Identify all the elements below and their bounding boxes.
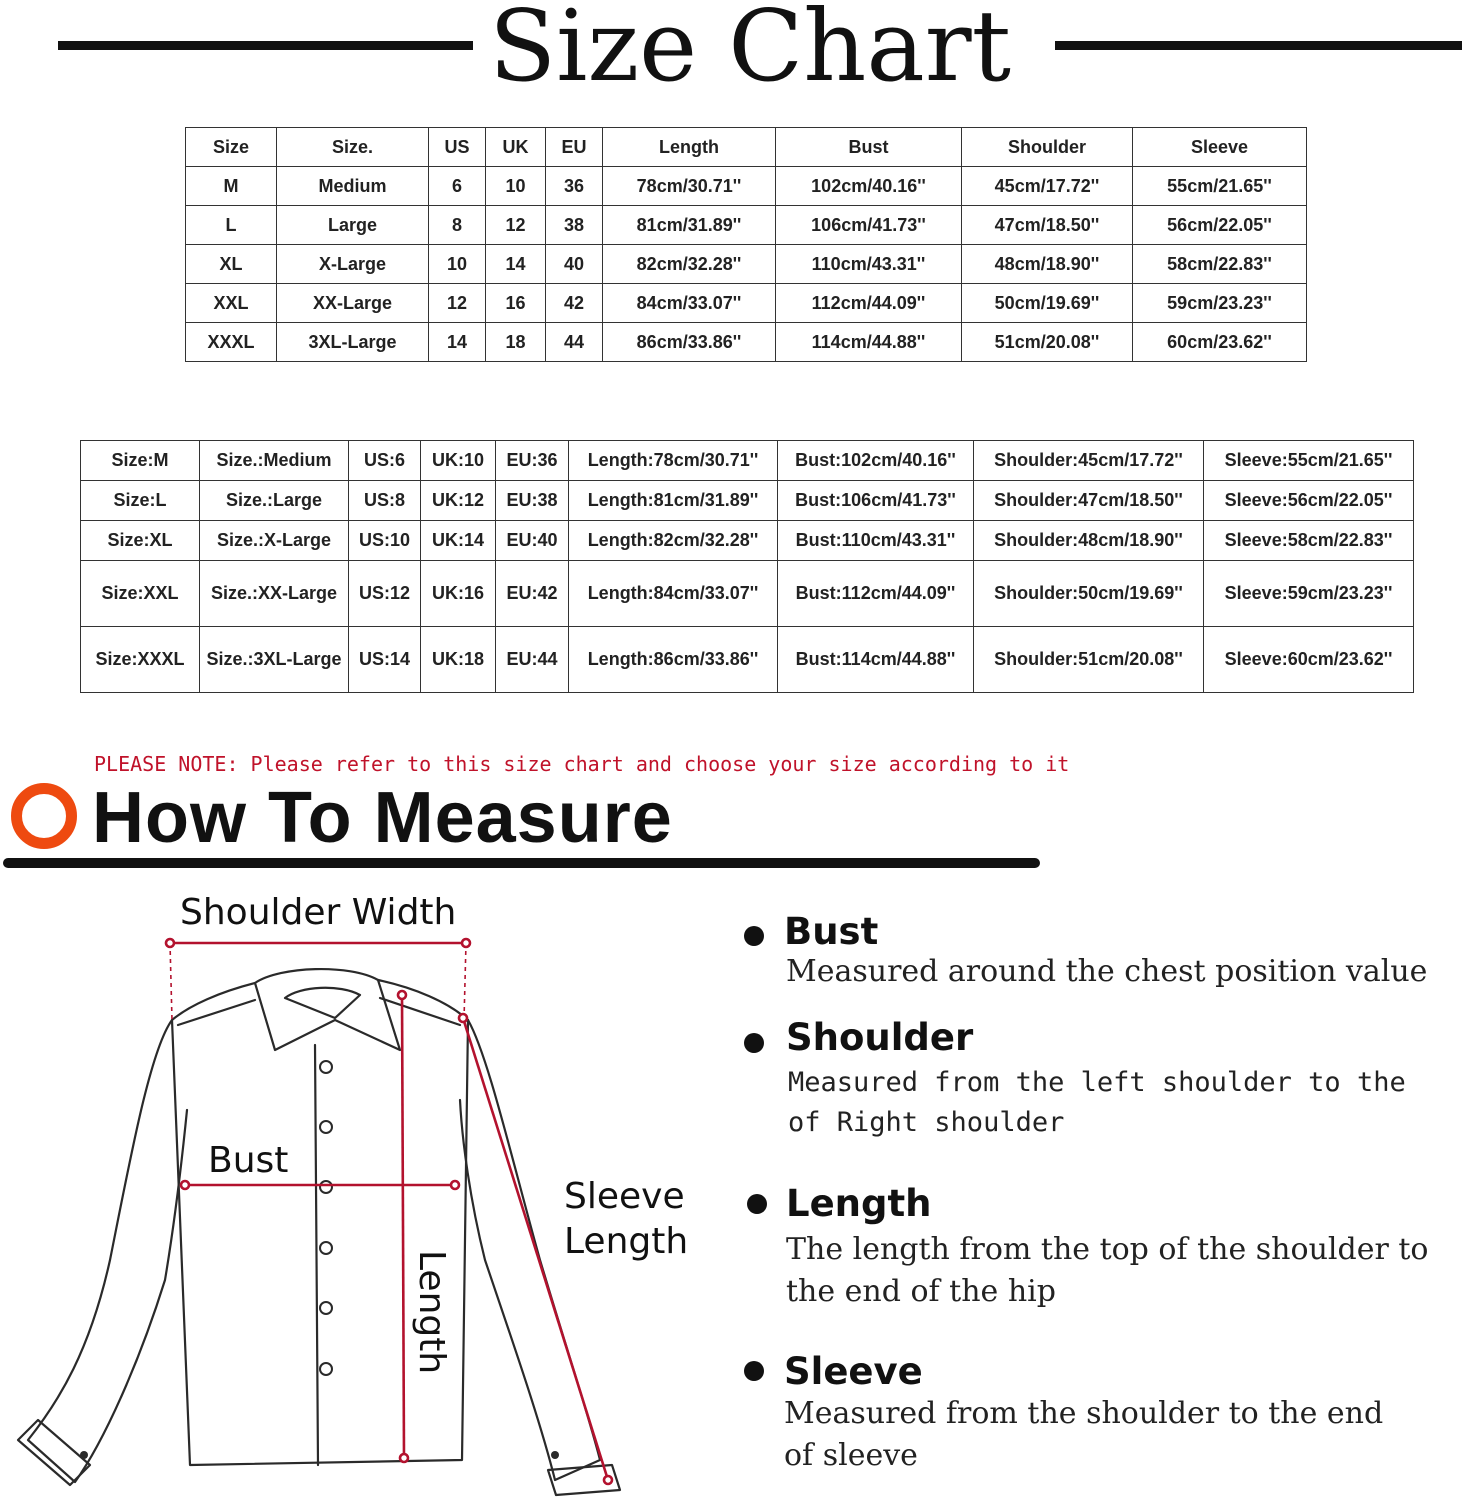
table-cell: Size:XXL <box>81 561 200 627</box>
ring-icon <box>11 783 77 849</box>
table-cell: UK:12 <box>421 481 496 521</box>
how-to-measure-title: How To Measure <box>92 778 673 858</box>
table-cell: 112cm/44.09'' <box>776 284 962 323</box>
table-cell: Size.:X-Large <box>200 521 349 561</box>
table-header-row <box>186 128 1307 167</box>
please-note: PLEASE NOTE: Please refer to this size chart and choose your size according to it <box>94 752 1070 776</box>
jacket-diagram <box>0 880 720 1500</box>
table-cell: L <box>186 206 277 245</box>
table-cell: 78cm/30.71'' <box>603 167 776 206</box>
bust-heading: Bust <box>784 910 879 953</box>
table-cell: Size.:XX-Large <box>200 561 349 627</box>
table-cell: 106cm/41.73'' <box>776 206 962 245</box>
header-cell: Sleeve <box>1133 128 1307 167</box>
table-cell: 12 <box>429 284 486 323</box>
length-line <box>402 995 404 1458</box>
table-cell: 58cm/22.83'' <box>1133 245 1307 284</box>
table-row <box>186 167 1307 206</box>
sleeve-description-line-2: of sleeve <box>784 1438 918 1473</box>
table-cell: US:14 <box>349 627 421 693</box>
table-cell: X-Large <box>277 245 429 284</box>
table-cell: Length:78cm/30.71'' <box>569 441 778 481</box>
table-cell: US:6 <box>349 441 421 481</box>
table-cell: Shoulder:50cm/19.69'' <box>974 561 1204 627</box>
table-cell: 44 <box>546 323 603 362</box>
bullet-icon <box>744 1361 764 1381</box>
bullet-icon <box>744 1033 764 1053</box>
table-cell: XX-Large <box>277 284 429 323</box>
table-cell: XXL <box>186 284 277 323</box>
length-label: Length <box>411 1250 452 1375</box>
table-cell: UK:18 <box>421 627 496 693</box>
table-cell: Bust:114cm/44.88'' <box>778 627 974 693</box>
table-cell: XL <box>186 245 277 284</box>
table-cell: 47cm/18.50'' <box>962 206 1133 245</box>
table-cell: 6 <box>429 167 486 206</box>
table-row <box>81 521 1414 561</box>
table-row <box>186 284 1307 323</box>
table-cell: Medium <box>277 167 429 206</box>
size-detail-table <box>80 440 1414 693</box>
table-cell: Bust:112cm/44.09'' <box>778 561 974 627</box>
table-cell: 84cm/33.07'' <box>603 284 776 323</box>
table-cell: Shoulder:45cm/17.72'' <box>974 441 1204 481</box>
table-cell: Size:XXXL <box>81 627 200 693</box>
table-cell: Large <box>277 206 429 245</box>
title-rule-right <box>1055 41 1462 50</box>
length-heading: Length <box>786 1182 932 1225</box>
table-cell: EU:44 <box>496 627 569 693</box>
table-cell: 81cm/31.89'' <box>603 206 776 245</box>
sleeve-length-label-1: Sleeve <box>564 1176 685 1217</box>
table-cell: Length:84cm/33.07'' <box>569 561 778 627</box>
table-cell: Bust:106cm/41.73'' <box>778 481 974 521</box>
measure-lines <box>166 939 612 1484</box>
table-cell: Size:XL <box>81 521 200 561</box>
table-cell: US:8 <box>349 481 421 521</box>
table-cell: 48cm/18.90'' <box>962 245 1133 284</box>
table-cell: 36 <box>546 167 603 206</box>
bullet-icon <box>747 1194 767 1214</box>
bust-label: Bust <box>208 1140 289 1181</box>
header-cell: Shoulder <box>962 128 1133 167</box>
table-cell: Sleeve:58cm/22.83'' <box>1204 521 1414 561</box>
length-description-line-2: the end of the hip <box>786 1274 1056 1309</box>
table-cell: Size.:3XL-Large <box>200 627 349 693</box>
table-cell: 51cm/20.08'' <box>962 323 1133 362</box>
table-cell: UK:16 <box>421 561 496 627</box>
table-cell: Shoulder:51cm/20.08'' <box>974 627 1204 693</box>
table-row <box>186 323 1307 362</box>
header-cell: UK <box>486 128 546 167</box>
bullet-icon <box>744 926 764 946</box>
table-row <box>81 561 1414 627</box>
shoulder-width-label: Shoulder Width <box>180 892 457 933</box>
table-cell: Shoulder:47cm/18.50'' <box>974 481 1204 521</box>
table-cell: 10 <box>486 167 546 206</box>
table-cell: Sleeve:55cm/21.65'' <box>1204 441 1414 481</box>
table-cell: 60cm/23.62'' <box>1133 323 1307 362</box>
table-cell: 59cm/23.23'' <box>1133 284 1307 323</box>
table-cell: M <box>186 167 277 206</box>
table-cell: 38 <box>546 206 603 245</box>
sleeve-heading: Sleeve <box>784 1350 923 1393</box>
table-cell: UK:10 <box>421 441 496 481</box>
table-cell: 102cm/40.16'' <box>776 167 962 206</box>
table-cell: 18 <box>486 323 546 362</box>
table-cell: 10 <box>429 245 486 284</box>
shoulder-description-line-1: Measured from the left shoulder to the <box>788 1067 1406 1098</box>
table-cell: 42 <box>546 284 603 323</box>
table-cell: EU:40 <box>496 521 569 561</box>
table-cell: 86cm/33.86'' <box>603 323 776 362</box>
button-icons <box>320 1061 332 1375</box>
header-cell: Size. <box>277 128 429 167</box>
table-cell: Bust:102cm/40.16'' <box>778 441 974 481</box>
table-cell: Size.:Large <box>200 481 349 521</box>
table-cell: 8 <box>429 206 486 245</box>
table-row <box>186 245 1307 284</box>
table-row <box>186 206 1307 245</box>
table-cell: 16 <box>486 284 546 323</box>
table-cell: EU:36 <box>496 441 569 481</box>
header-cell: US <box>429 128 486 167</box>
table-cell: Size.:Medium <box>200 441 349 481</box>
table-row <box>81 481 1414 521</box>
header-cell: Size <box>186 128 277 167</box>
table-cell: Length:86cm/33.86'' <box>569 627 778 693</box>
table-cell: US:12 <box>349 561 421 627</box>
sleeve-description-line-1: Measured from the shoulder to the end <box>784 1396 1384 1431</box>
table-cell: 110cm/43.31'' <box>776 245 962 284</box>
length-description-line-1: The length from the top of the shoulder to <box>786 1232 1429 1267</box>
table-row <box>81 627 1414 693</box>
section-rule <box>3 858 1040 868</box>
table-cell: XXXL <box>186 323 277 362</box>
table-cell: 14 <box>486 245 546 284</box>
table-cell: 55cm/21.65'' <box>1133 167 1307 206</box>
table-cell: Sleeve:60cm/23.62'' <box>1204 627 1414 693</box>
cuff-button-icons <box>80 1451 559 1459</box>
table-cell: 56cm/22.05'' <box>1133 206 1307 245</box>
table-cell: Sleeve:56cm/22.05'' <box>1204 481 1414 521</box>
table-row <box>81 441 1414 481</box>
table-cell: EU:38 <box>496 481 569 521</box>
bust-description: Measured around the chest position value <box>786 954 1428 989</box>
table-cell: Length:82cm/32.28'' <box>569 521 778 561</box>
table-cell: Sleeve:59cm/23.23'' <box>1204 561 1414 627</box>
shoulder-description-line-2: of Right shoulder <box>788 1107 1065 1138</box>
table-cell: 14 <box>429 323 486 362</box>
table-cell: UK:14 <box>421 521 496 561</box>
table-cell: 45cm/17.72'' <box>962 167 1133 206</box>
table-cell: Size:L <box>81 481 200 521</box>
table-cell: 40 <box>546 245 603 284</box>
table-cell: 3XL-Large <box>277 323 429 362</box>
table-cell: Length:81cm/31.89'' <box>569 481 778 521</box>
sleeve-length-label-2: Length <box>564 1221 689 1262</box>
table-cell: Size:M <box>81 441 200 481</box>
page-title: Size Chart <box>488 0 1011 104</box>
shoulder-heading: Shoulder <box>786 1016 974 1059</box>
header-cell: Bust <box>776 128 962 167</box>
table-cell: 50cm/19.69'' <box>962 284 1133 323</box>
table-cell: 114cm/44.88'' <box>776 323 962 362</box>
table-cell: EU:42 <box>496 561 569 627</box>
table-cell: Bust:110cm/43.31'' <box>778 521 974 561</box>
title-rule-left <box>58 41 473 50</box>
header-cell: EU <box>546 128 603 167</box>
table-cell: Shoulder:48cm/18.90'' <box>974 521 1204 561</box>
table-cell: 82cm/32.28'' <box>603 245 776 284</box>
size-table <box>185 127 1307 362</box>
header-cell: Length <box>603 128 776 167</box>
table-cell: 12 <box>486 206 546 245</box>
table-cell: US:10 <box>349 521 421 561</box>
